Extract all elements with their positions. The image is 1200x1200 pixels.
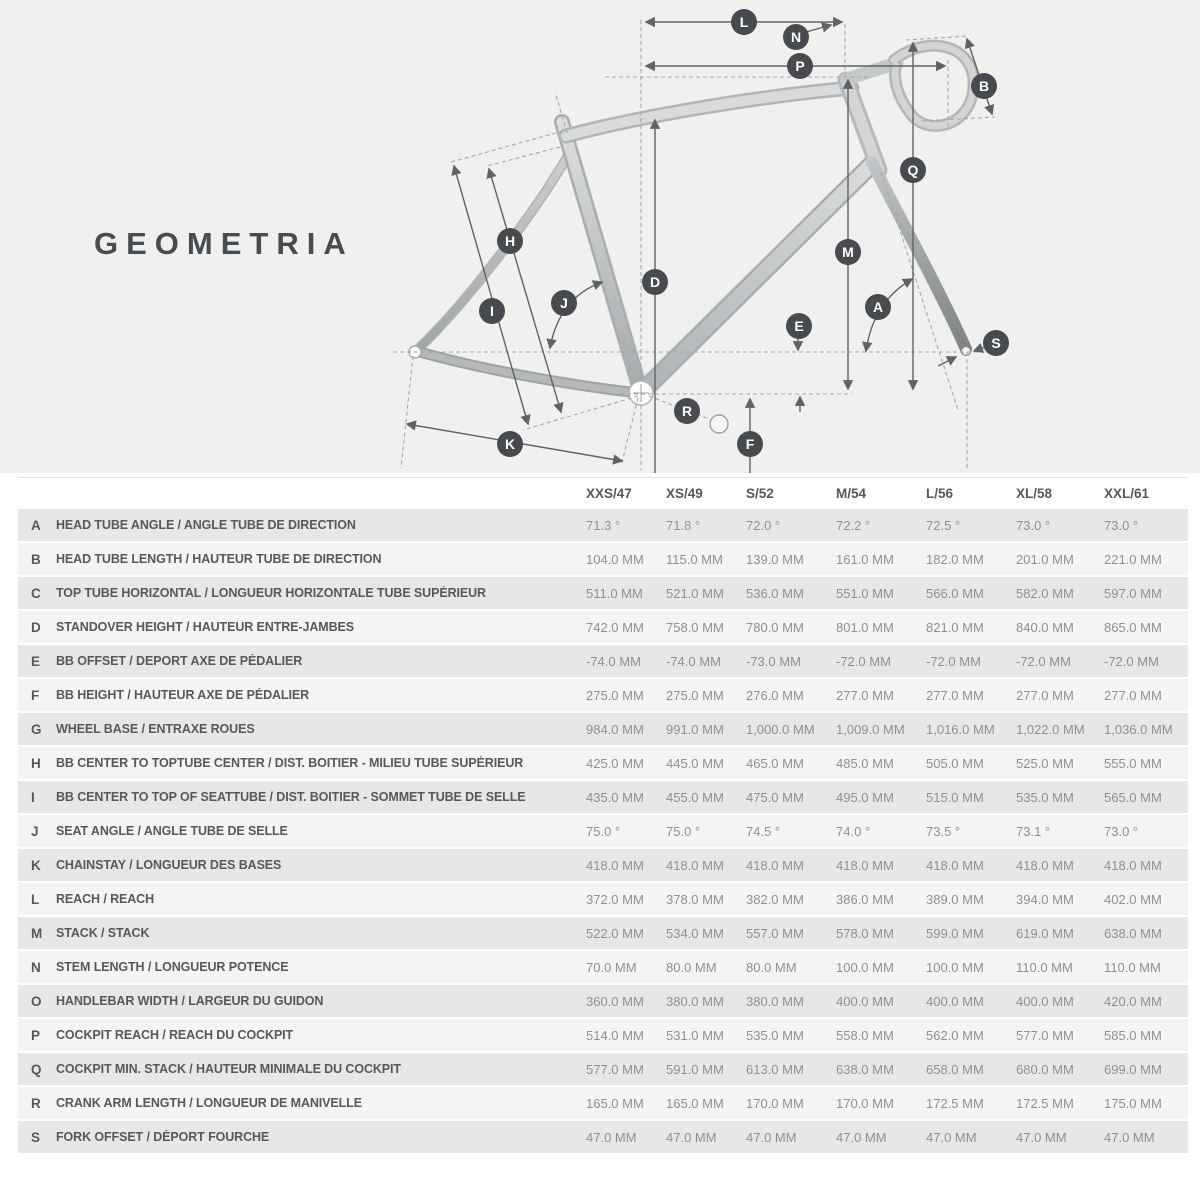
cell-value: 577.0 MM (1016, 1027, 1074, 1043)
cell-value: 72.5 ° (926, 517, 961, 533)
dim-badge-N (783, 24, 809, 50)
cell-value: -72.0 MM (926, 653, 981, 669)
row-label: STEM LENGTH / LONGUEUR POTENCE (56, 960, 289, 974)
dim-badge-D (642, 269, 668, 295)
toptube-center-guide (487, 147, 560, 166)
row-letter: N (31, 959, 41, 975)
dim-badge-E (786, 313, 812, 339)
table-row-B (18, 543, 1188, 577)
size-column-header: XL/58 (1016, 486, 1053, 501)
cell-value: 74.5 ° (746, 823, 781, 839)
cell-value: -72.0 MM (1016, 653, 1071, 669)
size-column-header: L/56 (926, 486, 954, 501)
cell-value: 425.0 MM (586, 755, 644, 771)
cell-value: 277.0 MM (836, 687, 894, 703)
table-row-O (18, 985, 1188, 1019)
cell-value: 534.0 MM (666, 925, 724, 941)
seattube-top-guide (451, 131, 563, 162)
row-letter: A (31, 517, 41, 533)
cell-value: 161.0 MM (836, 551, 894, 567)
badge-letter: A (872, 299, 884, 315)
steering-axis (881, 172, 958, 410)
cell-value: 277.0 MM (1016, 687, 1074, 703)
cell-value: 514.0 MM (586, 1027, 644, 1043)
seat-tube-shade (562, 122, 641, 393)
cell-value: 170.0 MM (746, 1095, 804, 1111)
row-letter: C (31, 585, 41, 601)
geometry-table-body (18, 509, 1188, 1155)
measurement-arrows (407, 22, 992, 473)
cell-value: 394.0 MM (1016, 891, 1074, 907)
row-letter: E (31, 653, 41, 669)
row-label: BB CENTER TO TOPTUBE CENTER / DIST. BOITIER - MILIEU TUBE SUPÉRIEUR (56, 756, 524, 770)
row-letter: Q (31, 1061, 42, 1077)
cell-value: 380.0 MM (666, 993, 724, 1009)
dim-badge-I (479, 298, 505, 324)
table-row-F (18, 679, 1188, 713)
row-letter: G (31, 721, 42, 737)
dim-badge-M (835, 239, 861, 265)
cell-value: 984.0 MM (586, 721, 644, 737)
bike-geometry-illustration (0, 0, 1200, 473)
row-label: HEAD TUBE LENGTH / HAUTEUR TUBE DE DIRECTION (56, 552, 382, 566)
cell-value: 455.0 MM (666, 789, 724, 805)
cell-value: 75.0 ° (586, 823, 621, 839)
cell-value: 555.0 MM (1104, 755, 1162, 771)
cell-value: 840.0 MM (1016, 619, 1074, 635)
cell-value: 47.0 MM (666, 1129, 717, 1145)
cell-value: 139.0 MM (746, 551, 804, 567)
cell-value: 557.0 MM (746, 925, 804, 941)
cell-value: 619.0 MM (1016, 925, 1074, 941)
cell-value: -74.0 MM (586, 653, 641, 669)
cell-value: 382.0 MM (746, 891, 804, 907)
row-label: SEAT ANGLE / ANGLE TUBE DE SELLE (56, 824, 288, 838)
chainstay-left-guide (401, 356, 413, 468)
row-letter: L (31, 891, 40, 907)
cell-value: -74.0 MM (666, 653, 721, 669)
cell-value: 80.0 MM (746, 959, 797, 975)
pedal-spindle (710, 415, 728, 433)
row-label: TOP TUBE HORIZONTAL / LONGUEUR HORIZONTALE TUBE SUPÉRIEUR (56, 586, 486, 600)
cell-value: 577.0 MM (586, 1061, 644, 1077)
cell-value: 100.0 MM (836, 959, 894, 975)
cell-value: 485.0 MM (836, 755, 894, 771)
table-row-A (18, 509, 1188, 543)
cell-value: 73.0 ° (1104, 823, 1139, 839)
dim-badge-F (737, 431, 763, 457)
dim-badges-layer (479, 9, 1009, 457)
cell-value: 515.0 MM (926, 789, 984, 805)
cell-value: 72.2 ° (836, 517, 871, 533)
cell-value: 418.0 MM (586, 857, 644, 873)
cell-value: 522.0 MM (586, 925, 644, 941)
table-row-N (18, 951, 1188, 985)
table-row-R (18, 1087, 1188, 1121)
table-row-P (18, 1019, 1188, 1053)
cell-value: 172.5 MM (1016, 1095, 1074, 1111)
cell-value: 47.0 MM (1104, 1129, 1155, 1145)
badge-letter: L (739, 14, 749, 30)
table-row-M (18, 917, 1188, 951)
badge-letter: B (978, 78, 990, 94)
dim-S-arrow-b (938, 357, 956, 366)
badge-letter: N (790, 29, 802, 45)
cell-value: 104.0 MM (586, 551, 644, 567)
cell-value: 47.0 MM (836, 1129, 887, 1145)
row-label: WHEEL BASE / ENTRAXE ROUES (56, 722, 255, 736)
cell-value: 73.5 ° (926, 823, 961, 839)
cell-value: 47.0 MM (926, 1129, 977, 1145)
badge-letter: H (504, 233, 516, 249)
table-row-L (18, 883, 1188, 917)
table-row-I (18, 781, 1188, 815)
cell-value: 172.5 MM (926, 1095, 984, 1111)
cell-value: 511.0 MM (586, 585, 643, 601)
cell-value: 386.0 MM (836, 891, 894, 907)
cell-value: 445.0 MM (666, 755, 724, 771)
row-label: HEAD TUBE ANGLE / ANGLE TUBE DE DIRECTION (56, 518, 356, 532)
size-column-header: XXL/61 (1104, 486, 1150, 501)
cell-value: 275.0 MM (666, 687, 724, 703)
cell-value: 591.0 MM (666, 1061, 724, 1077)
cell-value: 658.0 MM (926, 1061, 984, 1077)
cell-value: 420.0 MM (1104, 993, 1162, 1009)
cell-value: 400.0 MM (926, 993, 984, 1009)
cell-value: 418.0 MM (1016, 857, 1074, 873)
dim-badge-A (865, 294, 891, 320)
cell-value: 71.3 ° (586, 517, 621, 533)
badge-letter: Q (907, 162, 919, 178)
crank-line-a (649, 396, 677, 407)
cell-value: 275.0 MM (586, 687, 644, 703)
cell-value: 372.0 MM (586, 891, 644, 907)
row-letter: K (31, 857, 41, 873)
row-label: COCKPIT MIN. STACK / HAUTEUR MINIMALE DU COCKPIT (56, 1062, 401, 1076)
cell-value: 435.0 MM (586, 789, 644, 805)
cell-value: 73.1 ° (1016, 823, 1051, 839)
size-header-row (18, 477, 1188, 509)
cell-value: 276.0 MM (746, 687, 804, 703)
cell-value: 505.0 MM (926, 755, 984, 771)
row-label: HANDLEBAR WIDTH / LARGEUR DU GUIDON (56, 994, 324, 1008)
front-dropout (962, 347, 971, 356)
cell-value: 578.0 MM (836, 925, 894, 941)
cell-value: 201.0 MM (1016, 551, 1074, 567)
badge-letter: P (795, 58, 805, 74)
cell-value: 521.0 MM (666, 585, 724, 601)
cell-value: 402.0 MM (1104, 891, 1162, 907)
cell-value: 175.0 MM (1104, 1095, 1162, 1111)
row-label: STACK / STACK (56, 926, 150, 940)
cell-value: 1,009.0 MM (836, 721, 905, 737)
cell-value: 597.0 MM (1104, 585, 1162, 601)
row-letter: S (31, 1129, 41, 1145)
dim-badge-R (674, 398, 700, 424)
dim-badge-L (731, 9, 757, 35)
cell-value: 613.0 MM (746, 1061, 804, 1077)
row-label: BB HEIGHT / HAUTEUR AXE DE PÉDALIER (56, 688, 310, 702)
cell-value: 566.0 MM (926, 585, 984, 601)
dim-badge-S (983, 330, 1009, 356)
row-letter: M (31, 925, 43, 941)
cell-value: 170.0 MM (836, 1095, 894, 1111)
cell-value: 780.0 MM (746, 619, 804, 635)
cell-value: 47.0 MM (1016, 1129, 1067, 1145)
cell-value: 418.0 MM (926, 857, 984, 873)
table-row-C (18, 577, 1188, 611)
cell-value: 73.0 ° (1016, 517, 1051, 533)
page-title: GEOMETRIA (94, 226, 354, 261)
badge-letter: F (745, 436, 755, 452)
cell-value: 418.0 MM (1104, 857, 1162, 873)
cell-value: 638.0 MM (1104, 925, 1162, 941)
cell-value: 74.0 ° (836, 823, 871, 839)
cell-value: 75.0 ° (666, 823, 701, 839)
cell-value: 73.0 ° (1104, 517, 1139, 533)
row-letter: H (31, 755, 41, 771)
cell-value: 680.0 MM (1016, 1061, 1074, 1077)
cell-value: 100.0 MM (926, 959, 984, 975)
dim-badge-H (497, 228, 523, 254)
cell-value: 115.0 MM (666, 551, 723, 567)
down-tube-shade (641, 164, 872, 393)
row-letter: D (31, 619, 41, 635)
cell-value: 1,016.0 MM (926, 721, 995, 737)
cell-value: 536.0 MM (746, 585, 804, 601)
geometry-diagram-section (0, 0, 1200, 473)
dim-badge-J (551, 290, 577, 316)
cell-value: 47.0 MM (586, 1129, 637, 1145)
cell-value: 525.0 MM (1016, 755, 1074, 771)
cell-value: 535.0 MM (746, 1027, 804, 1043)
row-label: STANDOVER HEIGHT / HAUTEUR ENTRE-JAMBES (56, 620, 354, 634)
badge-letter: E (794, 318, 804, 334)
dim-badge-B (971, 73, 997, 99)
row-label: REACH / REACH (56, 892, 155, 906)
size-column-header: XXS/47 (586, 486, 632, 501)
table-row-G (18, 713, 1188, 747)
cell-value: 418.0 MM (666, 857, 724, 873)
cell-value: 742.0 MM (586, 619, 644, 635)
cell-value: 1,022.0 MM (1016, 721, 1085, 737)
cell-value: 699.0 MM (1104, 1061, 1162, 1077)
cell-value: 565.0 MM (1104, 789, 1162, 805)
dim-badge-Q (900, 157, 926, 183)
row-letter: P (31, 1027, 41, 1043)
cell-value: 165.0 MM (666, 1095, 724, 1111)
bar-top-guide (906, 36, 968, 40)
cell-value: 71.8 ° (666, 517, 701, 533)
row-label: BB CENTER TO TOP OF SEATTUBE / DIST. BOITIER - SOMMET TUBE DE SELLE (56, 790, 526, 804)
cell-value: 465.0 MM (746, 755, 804, 771)
table-row-K (18, 849, 1188, 883)
cell-value: 80.0 MM (666, 959, 717, 975)
row-letter: R (31, 1095, 41, 1111)
row-letter: B (31, 551, 41, 567)
table-row-S (18, 1121, 1188, 1155)
cell-value: 475.0 MM (746, 789, 804, 805)
cell-value: 380.0 MM (746, 993, 804, 1009)
cell-value: 1,036.0 MM (1104, 721, 1173, 737)
badge-letter: R (681, 403, 693, 419)
cell-value: 531.0 MM (666, 1027, 724, 1043)
cell-value: 400.0 MM (1016, 993, 1074, 1009)
size-column-header: S/52 (746, 486, 774, 501)
row-label: CHAINSTAY / LONGUEUR DES BASES (56, 858, 282, 872)
cell-value: 1,000.0 MM (746, 721, 815, 737)
cell-value: 110.0 MM (1016, 959, 1073, 975)
bike-frame (409, 46, 974, 405)
bb-perpendicular-guide (523, 396, 638, 430)
row-label: FORK OFFSET / DÉPORT FOURCHE (56, 1130, 270, 1144)
table-row-Q (18, 1053, 1188, 1087)
cell-value: 47.0 MM (746, 1129, 797, 1145)
cell-value: 551.0 MM (836, 585, 894, 601)
cell-value: 277.0 MM (1104, 687, 1162, 703)
cell-value: 562.0 MM (926, 1027, 984, 1043)
geometry-table (18, 477, 1188, 1155)
cell-value: 865.0 MM (1104, 619, 1162, 635)
row-label: CRANK ARM LENGTH / LONGUEUR DE MANIVELLE (56, 1096, 362, 1110)
cell-value: 535.0 MM (1016, 789, 1074, 805)
cell-value: 165.0 MM (586, 1095, 644, 1111)
cell-value: 558.0 MM (836, 1027, 894, 1043)
size-column-header: XS/49 (666, 486, 703, 501)
badge-letter: M (842, 244, 854, 260)
cell-value: 418.0 MM (746, 857, 804, 873)
cell-value: -72.0 MM (836, 653, 891, 669)
table-row-H (18, 747, 1188, 781)
table-row-D (18, 611, 1188, 645)
cell-value: 400.0 MM (836, 993, 894, 1009)
row-letter: F (31, 687, 40, 703)
cell-value: 801.0 MM (836, 619, 894, 635)
cell-value: 110.0 MM (1104, 959, 1161, 975)
cell-value: 821.0 MM (926, 619, 984, 635)
size-column-header: M/54 (836, 486, 867, 501)
badge-letter: J (560, 295, 568, 311)
cell-value: 758.0 MM (666, 619, 724, 635)
cell-value: 360.0 MM (586, 993, 644, 1009)
badge-letter: I (490, 303, 494, 319)
row-label: BB OFFSET / DEPORT AXE DE PÉDALIER (56, 654, 303, 668)
dim-N-arrow (806, 25, 831, 32)
cell-value: 495.0 MM (836, 789, 894, 805)
cell-value: 991.0 MM (666, 721, 724, 737)
cell-value: -73.0 MM (746, 653, 801, 669)
badge-letter: D (649, 274, 661, 290)
cell-value: -72.0 MM (1104, 653, 1159, 669)
cell-value: 585.0 MM (1104, 1027, 1162, 1043)
cell-value: 389.0 MM (926, 891, 984, 907)
cell-value: 277.0 MM (926, 687, 984, 703)
row-letter: J (31, 823, 39, 839)
cell-value: 72.0 ° (746, 517, 781, 533)
table-row-J (18, 815, 1188, 849)
dim-badge-K (497, 431, 523, 457)
cell-value: 221.0 MM (1104, 551, 1162, 567)
table-row-E (18, 645, 1188, 679)
badge-letter: K (504, 436, 516, 452)
fork-blade (872, 162, 966, 349)
dim-badge-P (787, 53, 813, 79)
cell-value: 638.0 MM (836, 1061, 894, 1077)
cell-value: 599.0 MM (926, 925, 984, 941)
cell-value: 418.0 MM (836, 857, 894, 873)
cell-value: 182.0 MM (926, 551, 984, 567)
badge-letter: S (991, 335, 1001, 351)
cell-value: 378.0 MM (666, 891, 724, 907)
cell-value: 582.0 MM (1016, 585, 1074, 601)
row-label: COCKPIT REACH / REACH DU COCKPIT (56, 1028, 294, 1042)
row-letter: O (31, 993, 42, 1009)
chainstay-right-guide (621, 398, 638, 466)
row-letter: I (31, 789, 35, 805)
cell-value: 70.0 MM (586, 959, 637, 975)
